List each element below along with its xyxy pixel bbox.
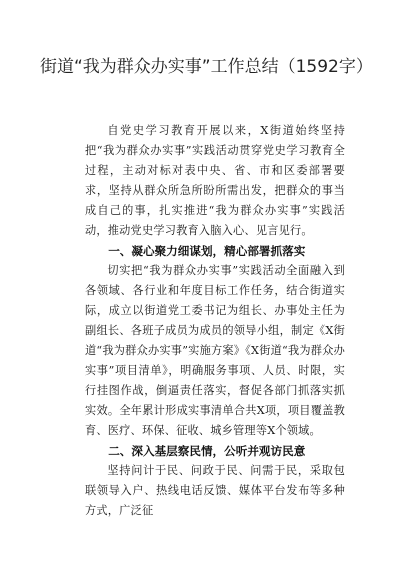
document-title: 街道“我为群众办实事”工作总结（1592字）: [40, 57, 373, 77]
section-1-paragraph: 切实把“我为群众办实事”实践活动全面融入到各领域、各行业和年度目标工作任务，结合街道实际，成立以街道党工委书记为组长、办事处主任为副组长、各班子成员为成员的领导小组，制定《X街道“我为群众办实事”实施方案》《X街道“我为群众办实事”项目清单》，明确服务事项、人员、时限，实行挂图作战，倒逼责任落实，督促各部门抓落实抓实效。全年累计形成实事清单合共X项，项目覆盖教育、医疗、环保、征收、城乡管理等X个领域。: [85, 264, 345, 437]
section-2-paragraph: 坚持问计于民、问政于民、问需于民，采取包联领导入户、热线电话反馈、媒体平台发布等多种方式，广泛征: [85, 464, 345, 517]
intro-paragraph: 自党史学习教育开展以来，X街道始终坚持把“我为群众办实事”实践活动贯穿党史学习教育全过程，主动对标对表中央、省、市和区委部署要求，坚持从群众所急所盼所需出发，把群众的事当成自己的事，扎实推进“我为群众办实事”实践活动，推动党史学习教育入脑入心、见言见行。: [85, 124, 345, 237]
document-body: [85, 121, 345, 521]
section-heading-2: 二、深入基层察民情，公听并观访民意: [108, 444, 306, 458]
section-heading-1: 一、凝心聚力细谋划，精心部署抓落实: [108, 244, 306, 258]
